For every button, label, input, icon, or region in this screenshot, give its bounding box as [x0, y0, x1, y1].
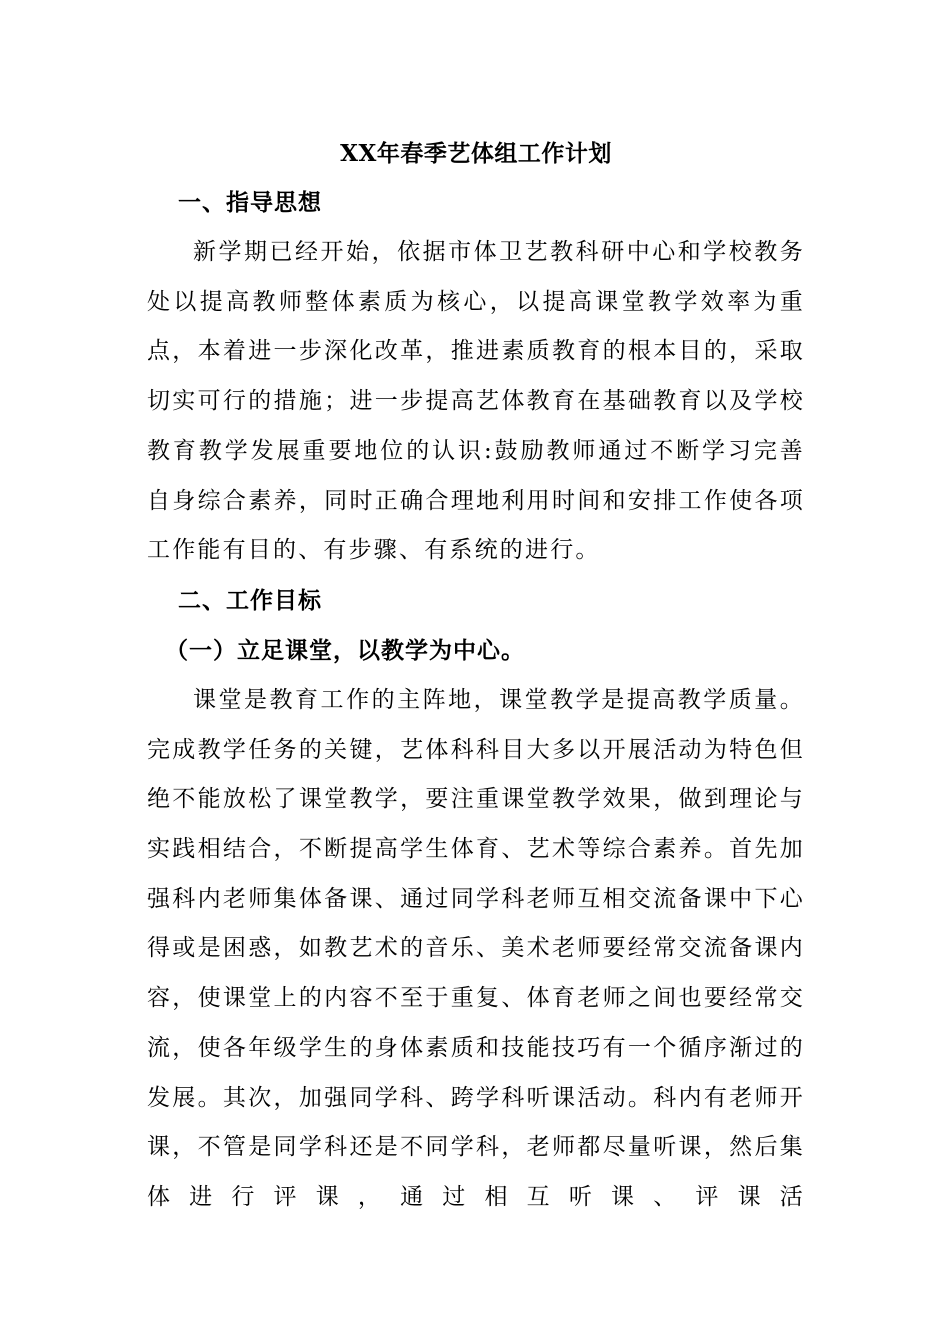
section-heading-work-goals: 二、工作目标 — [178, 586, 322, 614]
document-body — [147, 130, 805, 1223]
section-heading-guiding-ideology: 一、指导思想 — [178, 189, 322, 216]
document-title: XX年春季艺体组工作计划 — [340, 140, 612, 167]
paragraph-guiding-ideology: 新学期已经开始，依据市体卫艺教科研中心和学校教务处以提高教师整体素质为核心，以提高课堂教学效率为重点，本着进一步深化改革，推进素质教育的根本目的，采取切实可行的措施；进一步提高艺体教育在基础教育以及学校教育教学发展重要地位的认识:鼓励教师通过不断学习完善自身综合素养，同时正确合理地利用时间和安排工作使各项工作能有目的、有步骤、有系统的进行。 — [147, 239, 805, 564]
paragraph-classroom-teaching: 课堂是教育工作的主阵地，课堂教学是提高教学质量。完成教学任务的关键，艺体科科目大多以开展活动为特色但绝不能放松了课堂教学，要注重课堂教学效果，做到理论与实践相结合，不断提高学生体育、艺术等综合素养。首先加强科内老师集体备课、通过同学科老师互相交流备课中下心得或是困惑，如教艺术的音乐、美术老师要经常交流备课内容，使课堂上的内容不至于重复、体育老师之间也要经常交流，使各年级学生的身体素质和技能技巧有一个循序渐过的发展。其次，加强同学科、跨学科听课活动。科内有老师开课，不管是同学科还是不同学科，老师都尽量听课，然后集体进行评课，通过相互听课、评课活 — [147, 686, 805, 1210]
subheading-classroom-focus: （一）立足课堂，以教学为中心。 — [165, 636, 525, 664]
